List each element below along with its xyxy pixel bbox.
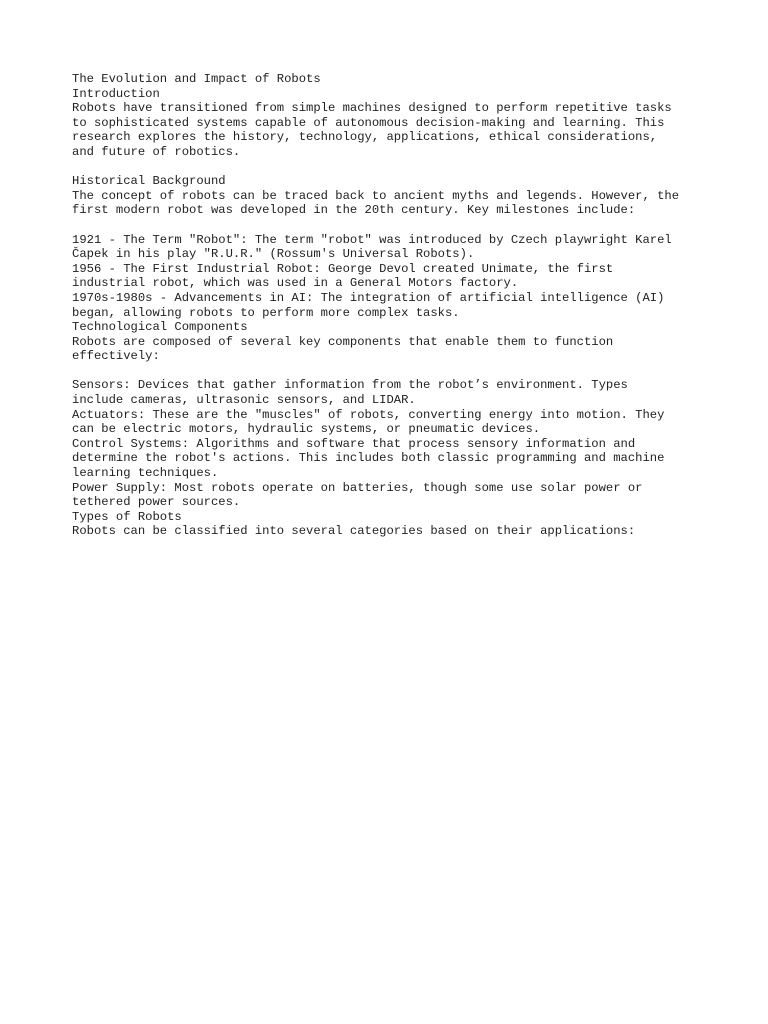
history-line: The concept of robots can be traced back to ancient myths and legends. However, the	[72, 188, 680, 203]
introduction-line: and future of robotics.	[72, 144, 241, 159]
types-line: Robots can be classified into several categories based on their applications:	[72, 524, 636, 539]
component-item-line: Actuators: These are the "muscles" of robots, converting energy into motion. They	[72, 407, 665, 422]
document-page	[72, 72, 712, 539]
components-heading: Technological Components	[72, 320, 248, 335]
milestone-line: industrial robot, which was used in a General Motors factory.	[72, 276, 519, 291]
paragraph-spacer	[72, 160, 712, 175]
component-item-line: learning techniques.	[72, 466, 219, 481]
component-item-line: can be electric motors, hydraulic systems, or pneumatic devices.	[72, 422, 541, 437]
components-line: Robots are composed of several key components that enable them to function	[72, 334, 614, 349]
document-title: The Evolution and Impact of Robots	[72, 72, 321, 86]
component-item-line: tethered power sources.	[72, 495, 241, 510]
milestone-line: began, allowing robots to perform more complex tasks.	[72, 305, 460, 320]
history-line: first modern robot was developed in the 20th century. Key milestones include:	[72, 203, 636, 218]
history-heading: Historical Background	[72, 174, 226, 189]
milestone-line: 1921 - The Term "Robot": The term "robot" was introduced by Czech playwright Karel	[72, 232, 672, 247]
component-item-line: Sensors: Devices that gather information from the robot’s environment. Types	[72, 378, 628, 393]
introduction-line: Robots have transitioned from simple machines designed to perform repetitive tasks	[72, 101, 672, 116]
component-item-line: Power Supply: Most robots operate on batteries, though some use solar power or	[72, 480, 643, 495]
paragraph-spacer	[72, 218, 712, 233]
component-item-line: include cameras, ultrasonic sensors, and LIDAR.	[72, 393, 416, 408]
introduction-line: research explores the history, technology, applications, ethical considerations,	[72, 130, 658, 145]
paragraph-spacer	[72, 364, 712, 379]
introduction-line: to sophisticated systems capable of autonomous decision-making and learning. This	[72, 115, 665, 130]
component-item-line: Control Systems: Algorithms and software that process sensory information and	[72, 436, 636, 451]
introduction-heading: Introduction	[72, 86, 160, 101]
milestone-line: Čapek in his play "R.U.R." (Rossum's Universal Robots).	[72, 247, 475, 262]
types-heading: Types of Robots	[72, 509, 182, 524]
milestone-line: 1970s-1980s - Advancements in AI: The integration of artificial intelligence (AI)	[72, 290, 665, 305]
milestone-line: 1956 - The First Industrial Robot: George Devol created Unimate, the first	[72, 261, 614, 276]
component-item-line: determine the robot's actions. This includes both classic programming and machine	[72, 451, 665, 466]
components-line: effectively:	[72, 349, 160, 364]
